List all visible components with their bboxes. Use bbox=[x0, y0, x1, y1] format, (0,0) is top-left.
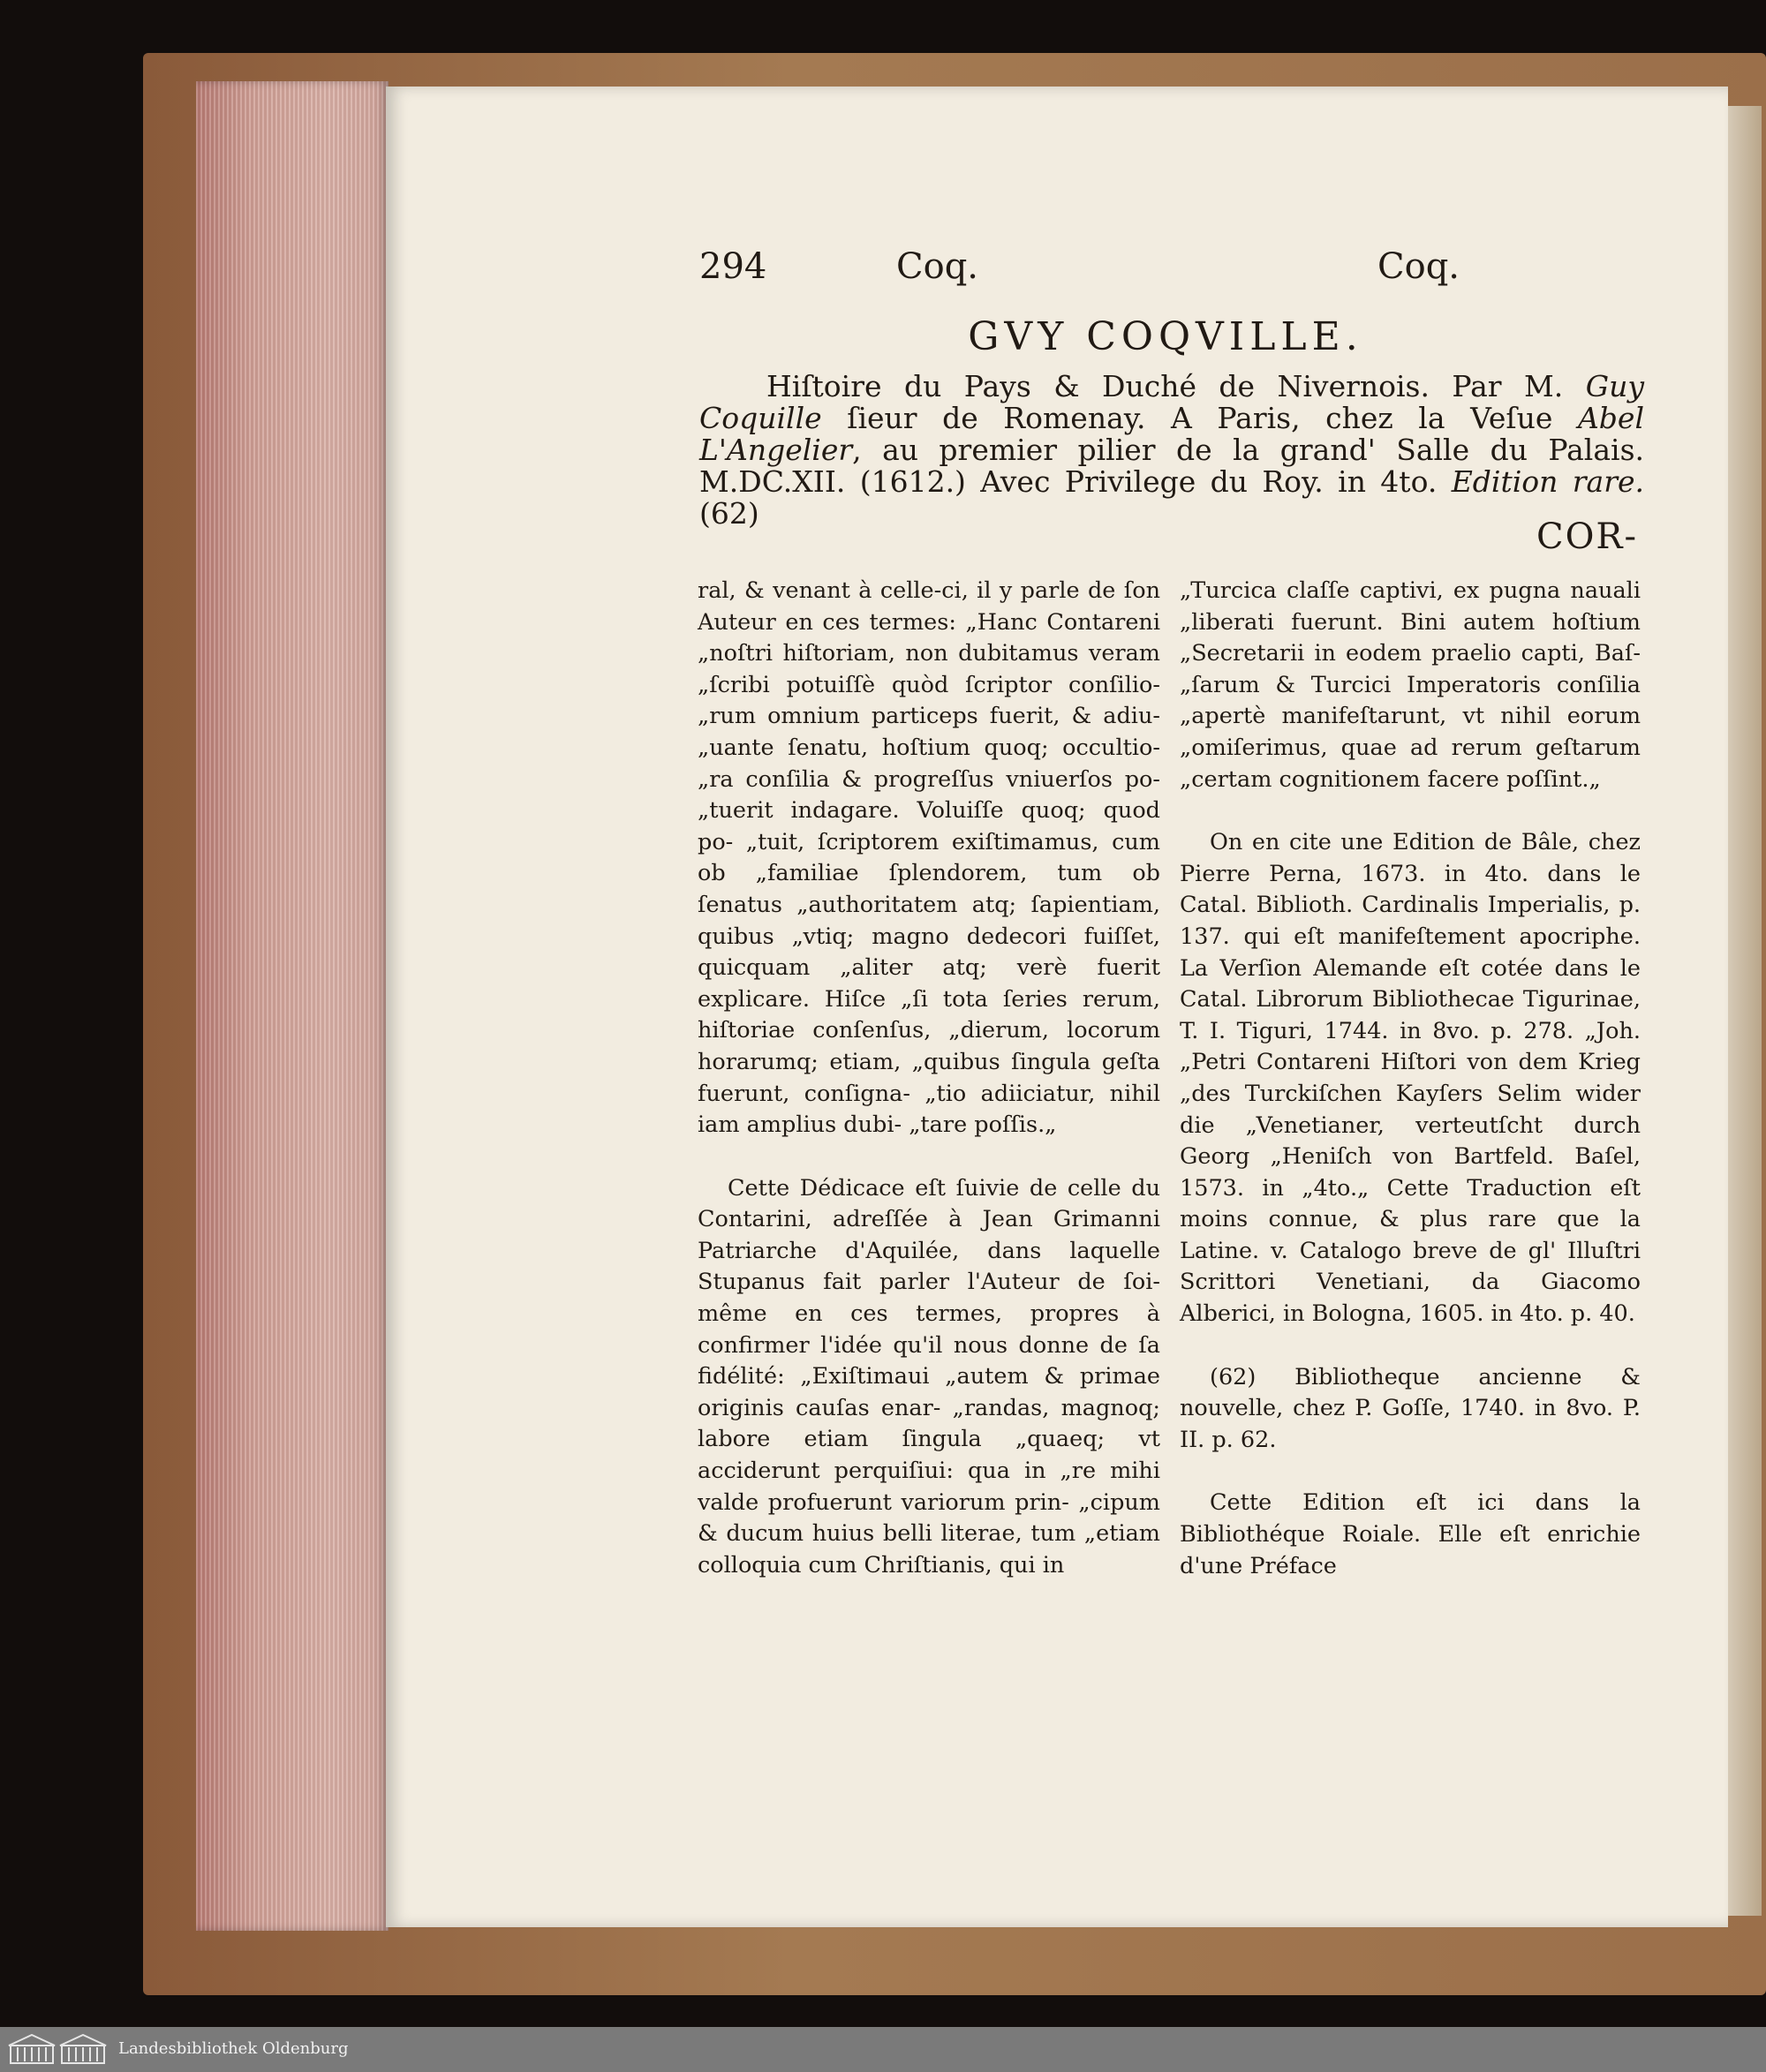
institution-name: Landesbibliothek Oldenburg bbox=[118, 2039, 349, 2058]
entry-publisher: Abel L'Angelier bbox=[699, 401, 1644, 467]
paragraph: Cette Edition eſt ici dans la Bibliothéque Roiale. Elle eſt enrichie d'une Préface bbox=[1180, 1489, 1641, 1579]
paragraph: ral, & venant à celle-ci, il y parle de ſon Auteur en ces termes: „Hanc Contareni „noſtri hiſtoriam, non dubitamus veram „ſcribi potuiſſè quòd ſcriptor conſilio- „rum omnium particeps fuerit, & adiu- „uante ſenatu, hoſtium quoq; occultio- „ra conſilia & progreſſus vniuerſos po- „tuerit indagare. Voluiſſe quoq; quod po- „tuit, ſcriptorem exiſtimamus, cum ob „familiae ſplendorem, tum ob ſenatus „authoritatem atq; ſapientiam, quibus „vtiq; magno dedecori fuiſſet, quicquam „aliter atq; verè fuerit explicare. Hiſce „ſi tota ſeries rerum, hiſtoriae conſenſus, „dierum, locorum horarumq; etiam, „quibus ſingula geſta fuerunt, conſigna- „tio adiiciatur, nihil iam amplius dubi- „tare poſſis.„ bbox=[698, 577, 1160, 1139]
running-head-right: Coq. bbox=[1377, 246, 1460, 287]
library-building-icon bbox=[5, 2031, 109, 2067]
entry-footnote-ref: (62) bbox=[699, 496, 759, 531]
facing-page-edge bbox=[1728, 106, 1762, 1916]
page-number: 294 bbox=[699, 246, 767, 287]
entry-author-name: Guy Coquille bbox=[699, 369, 1644, 435]
entry-author-title: GVY COQVILLE. bbox=[968, 314, 1363, 359]
paragraph: On en cite une Edition de Bâle, chez Pierre Perna, 1673. in 4to. dans le Catal. Biblioth. Cardinalis Imperialis, p. 137. qui eſt manifeſtement apocriphe. La Verſion Alemande eſt cotée dans le Catal. Librorum Bibliothecae Tigurinae, T. I. Tiguri, 1744. in 8vo. p. 278. „Joh. „Petri Contareni Hiſtori von dem Krieg „des Turckiſchen Kayſers Selim wider die „Venetianer, verteutſcht durch Georg „Heniſch von Bartfeld. Baſel, 1573. in „4to.„ Cette Traduction eſt moins connue, & plus rare que la Latine. v. Catalogo breve de gl' Illuſtri Scrittori Venetiani, da Giacomo Alberici, in Bologna, 1605. in 4to. p. 40. bbox=[1180, 829, 1641, 1328]
right-column bbox=[1180, 576, 1641, 1614]
page-edges bbox=[196, 81, 389, 1931]
entry-rarity: Edition rare. bbox=[1451, 464, 1645, 499]
entry-text-3: , au premier pilier de la grand' Salle du Palais. M.DC.XII. (1612.) Avec Privilege du Roy. in 4to. bbox=[699, 433, 1644, 499]
paragraph: „Turcica claſſe captivi, ex pugna nauali „liberati fuerunt. Bini autem hoſtium „Secretarii in eodem praelio capti, Baſ- „ſarum & Turcici Imperatoris conſilia „apertè manifeſtarunt, vt nihil eorum „omiſerimus, quae ad rerum geſtarum „certam cognitionem facere poſſint.„ bbox=[1180, 577, 1641, 793]
running-head-left: Coq. bbox=[896, 246, 979, 287]
paragraph: Cette Dédicace eſt ſuivie de celle du Contarini, adreſſée à Jean Grimanni Patriarche d'Aquilée, dans laquelle Stupanus fait parler l'Auteur de ſoi-même en ces termes, propres à confirmer l'idée qu'il nous donne de ſa fidélité: „Exiſtimaui „autem & primae originis cauſas enar- „randas, magnoq; labore etiam ſingula „quaeq; vt acciderunt perquiſiui: qua in „re mihi valde profuerunt variorum prin- „cipum & ducum huius belli literae, tum „etiam colloquia cum Chriſtianis, qui in bbox=[698, 1174, 1160, 1578]
left-column bbox=[698, 576, 1160, 1613]
footer-bar bbox=[0, 2027, 1766, 2072]
catchword: COR- bbox=[1536, 516, 1639, 557]
bibliographic-entry bbox=[699, 371, 1644, 530]
entry-text-1: Hiſtoire du Pays & Duché de Nivernois. Par M. bbox=[766, 369, 1586, 403]
footnote: (62) Bibliotheque ancienne & nouvelle, chez P. Goſſe, 1740. in 8vo. P. II. p. 62. bbox=[1180, 1363, 1641, 1453]
entry-text-2: ſieur de Romenay. A Paris, chez la Veſue bbox=[821, 401, 1578, 435]
